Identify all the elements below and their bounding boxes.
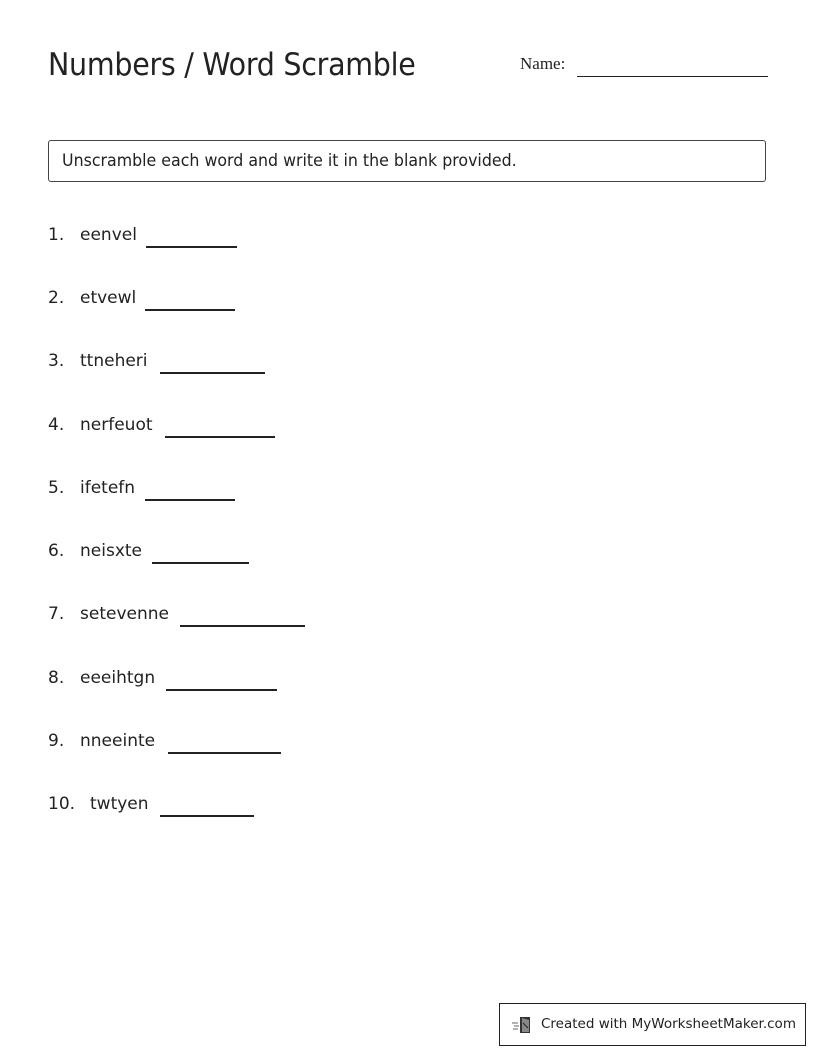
- scrambled-word: eenvel: [80, 225, 137, 245]
- answer-blank[interactable]: [145, 309, 235, 311]
- item-number: 1.: [48, 225, 65, 245]
- item-number: 5.: [48, 478, 65, 498]
- worksheet-maker-logo-icon: [511, 1015, 535, 1035]
- scrambled-word: ifetefn: [80, 478, 136, 498]
- answer-blank[interactable]: [160, 372, 265, 374]
- name-label: Name:: [520, 54, 566, 73]
- scrambled-word: nerfeuot: [80, 415, 153, 435]
- scrambled-word: ttneheri: [80, 351, 148, 371]
- answer-blank[interactable]: [165, 436, 275, 438]
- item-number: 2.: [48, 288, 65, 308]
- item-number: 3.: [48, 351, 65, 371]
- instructions-box: [48, 140, 766, 182]
- item-number: 8.: [48, 668, 65, 688]
- item-number: 10.: [48, 794, 76, 814]
- scrambled-word: twtyen: [90, 794, 149, 814]
- scrambled-word: etvewl: [80, 288, 137, 308]
- answer-blank[interactable]: [180, 625, 305, 627]
- answer-blank[interactable]: [168, 752, 281, 754]
- scrambled-word: setevenne: [80, 604, 169, 624]
- item-number: 7.: [48, 604, 65, 624]
- name-field-line[interactable]: [577, 76, 768, 77]
- answer-blank[interactable]: [146, 246, 237, 248]
- scrambled-word: nneeinte: [80, 731, 156, 751]
- scrambled-word: neisxte: [80, 541, 142, 561]
- answer-blank[interactable]: [166, 689, 277, 691]
- item-number: 9.: [48, 731, 65, 751]
- footer-credit: [499, 1003, 806, 1046]
- footer-text: Created with MyWorksheetMaker.com: [541, 1016, 796, 1032]
- answer-blank[interactable]: [145, 499, 235, 501]
- answer-blank[interactable]: [152, 562, 249, 564]
- item-number: 6.: [48, 541, 65, 561]
- item-number: 4.: [48, 415, 65, 435]
- page-title: Numbers / Word Scramble: [48, 47, 416, 83]
- instructions-text: Unscramble each word and write it in the blank provided.: [62, 151, 517, 171]
- answer-blank[interactable]: [160, 815, 254, 817]
- scrambled-word: eeeihtgn: [80, 668, 156, 688]
